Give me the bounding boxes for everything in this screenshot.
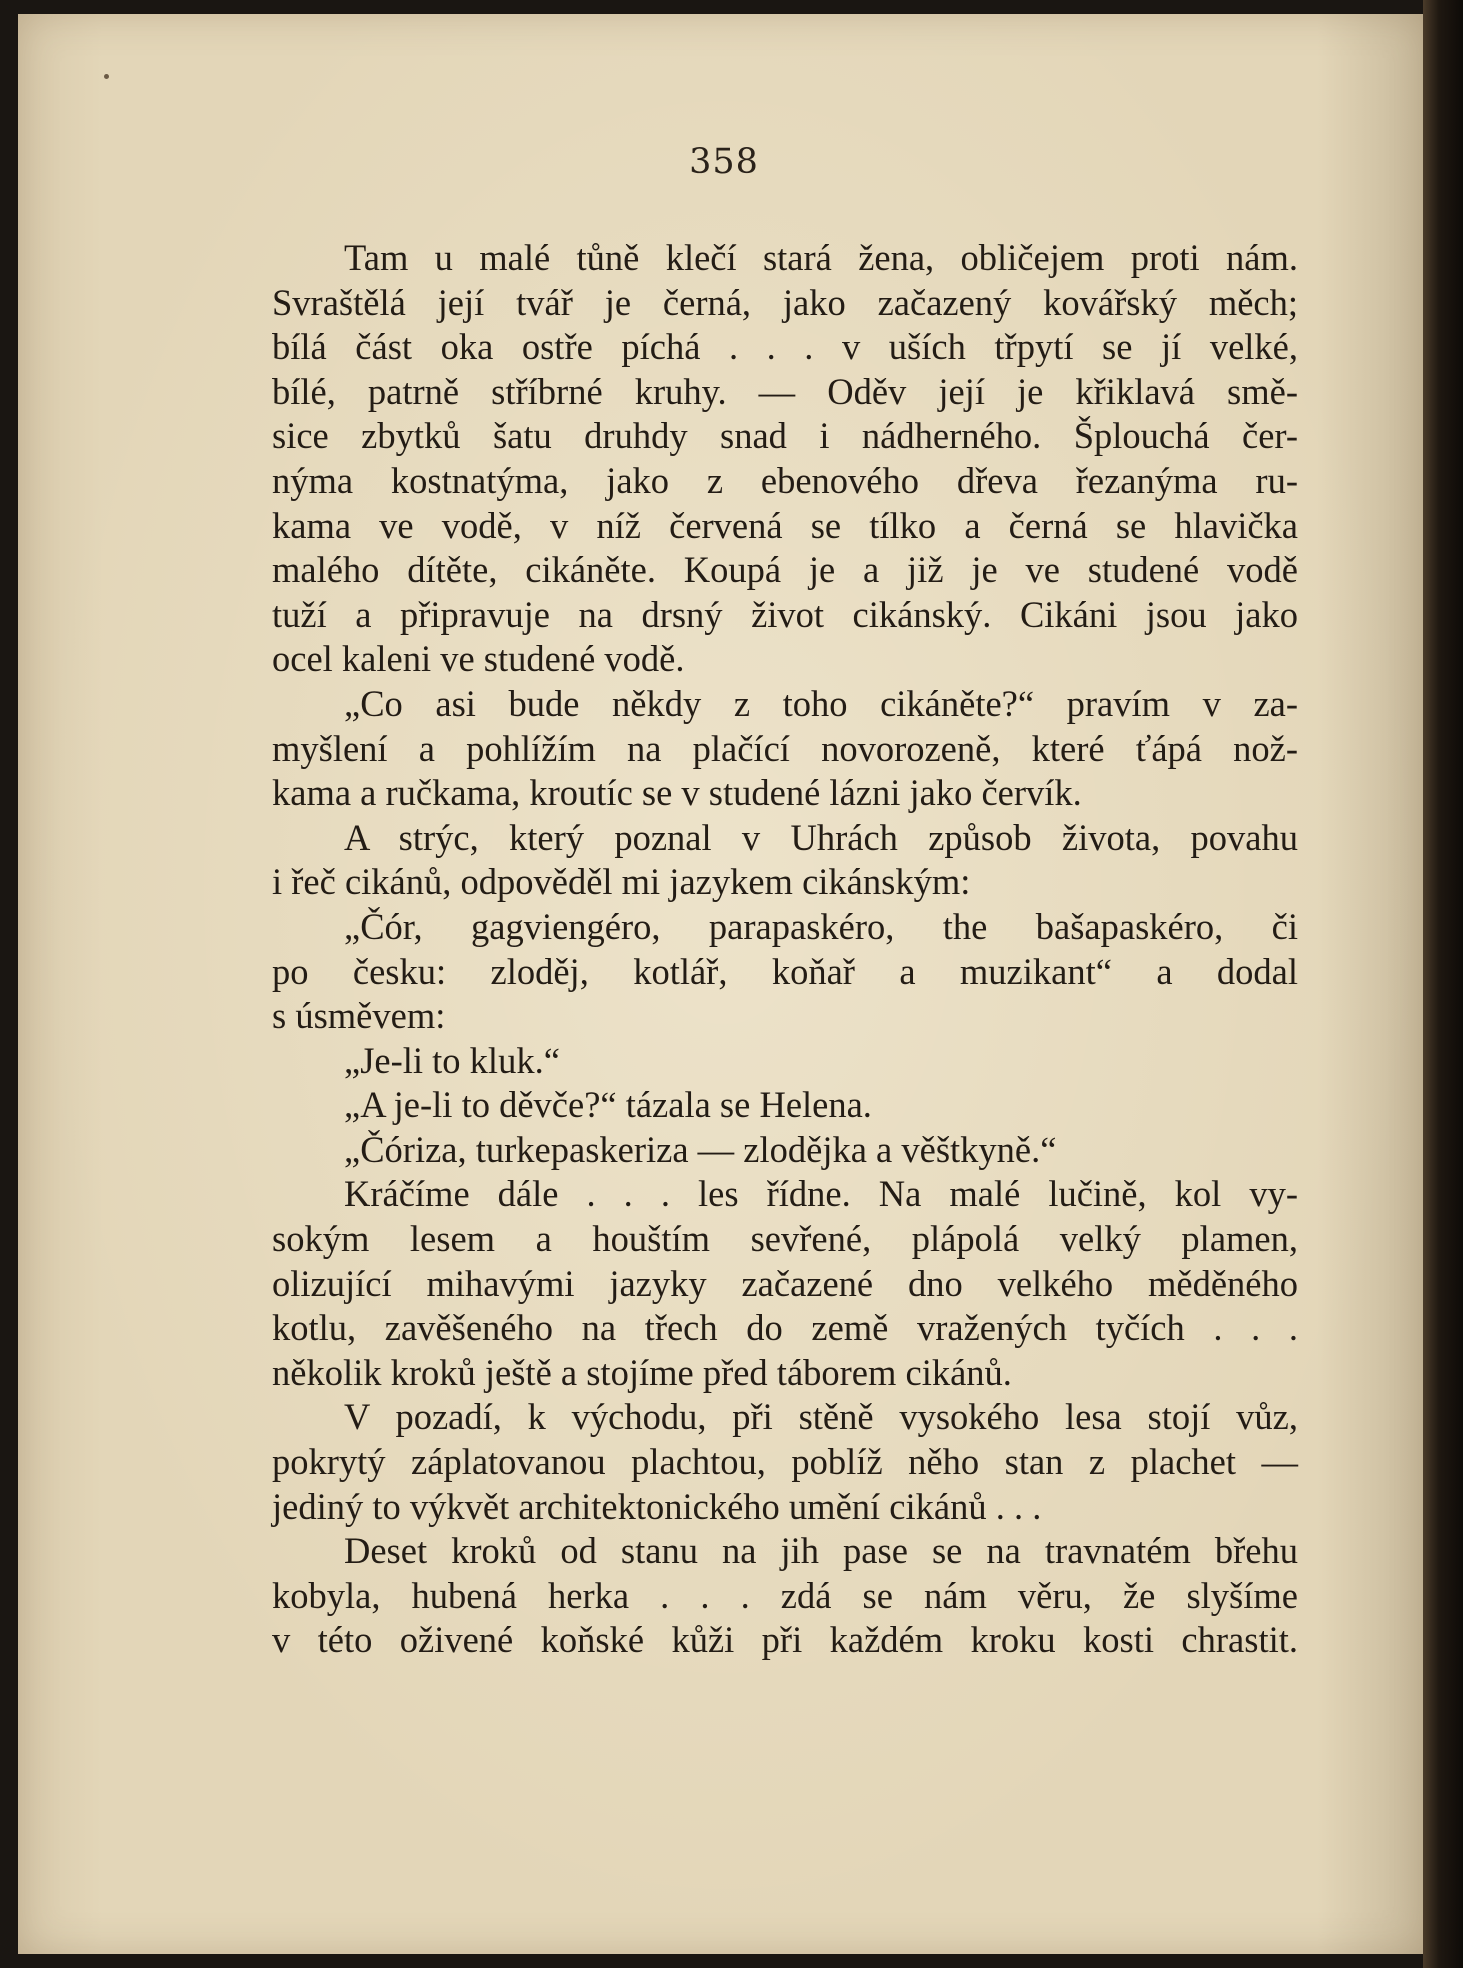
text-line: bílá část oka ostře píchá . . . v uších třpytí se jí velké, <box>272 326 1298 368</box>
text-line: Svraštělá její tvář je černá, jako začazený kovářský měch; <box>272 281 1298 323</box>
text-line: kobyla, hubená herka . . . zdá se nám věru, že slyšíme <box>272 1574 1298 1616</box>
text-line: jediný to výkvět architektonického umění cikánů . . . <box>272 1485 1042 1527</box>
text-line: několik kroků ještě a stojíme před táborem cikánů. <box>272 1351 1012 1393</box>
text-line: i řeč cikánů, odpověděl mi jazykem cikánským: <box>272 861 971 903</box>
text-line: sokým lesem a houštím sevřené, plápolá velký plamen, <box>272 1218 1298 1260</box>
text-line: „Je-li to kluk.“ <box>344 1039 560 1081</box>
body-text <box>272 236 1298 1663</box>
text-line: Tam u malé tůně klečí stará žena, obličejem proti nám. <box>344 237 1298 278</box>
text-line: pokrytý záplatovanou plachtou, poblíž něho stan z plachet — <box>272 1441 1298 1483</box>
text-line: s úsměvem: <box>272 995 446 1037</box>
book-spine-edge <box>1423 0 1463 1968</box>
book-page <box>18 14 1430 1954</box>
text-line: „Čór, gagviengéro, parapaskéro, the bašapaskéro, či <box>344 905 1298 947</box>
text-line: Kráčíme dále . . . les řídne. Na malé lučině, kol vy- <box>344 1173 1298 1215</box>
text-line: malého dítěte, cikáněte. Koupá je a již je ve studené vodě <box>272 549 1298 591</box>
text-line: V pozadí, k východu, při stěně vysokého lesa stojí vůz, <box>344 1396 1298 1438</box>
text-line: kama ve vodě, v níž červená se tílko a černá se hlavička <box>272 504 1298 546</box>
text-line: A strýc, který poznal v Uhrách způsob života, povahu <box>344 816 1298 858</box>
page-speck <box>104 74 109 79</box>
text-line: „Čóriza, turkepaskeriza — zlodějka a věštkyně.“ <box>344 1128 1057 1170</box>
text-line: „A je-li to děvče?“ tázala se Helena. <box>344 1084 872 1126</box>
text-line: myšlení a pohlížím na plačící novorozeně, které ťápá nož- <box>272 727 1298 769</box>
text-line: olizující mihavými jazyky začazené dno velkého měděného <box>272 1262 1298 1304</box>
text-line: tuží a připravuje na drsný život cikánský. Cikáni jsou jako <box>272 593 1298 635</box>
text-line: kotlu, zavěšeného na třech do země vražených tyčích . . . <box>272 1307 1298 1349</box>
page-number: 358 <box>689 142 759 182</box>
text-line: „Co asi bude někdy z toho cikáněte?“ pravím v za- <box>344 682 1298 724</box>
text-line: v této oživené koňské kůži při každém kroku kosti chrastit. <box>272 1619 1298 1661</box>
text-line: bílé, patrně stříbrné kruhy. — Oděv její je křiklavá smě- <box>272 370 1298 412</box>
text-line: nýma kostnatýma, jako z ebenového dřeva řezanýma ru- <box>272 459 1298 501</box>
text-line: kama a ručkama, kroutíc se v studené lázni jako červík. <box>272 772 1082 814</box>
text-line: po česku: zloděj, kotlář, koňař a muzikant“ a dodal <box>272 950 1298 992</box>
text-line: ocel kaleni ve studené vodě. <box>272 638 685 680</box>
text-line: Deset kroků od stanu na jih pase se na travnatém břehu <box>344 1530 1298 1572</box>
text-line: sice zbytků šatu druhdy snad i nádherného. Šplouchá čer- <box>272 415 1298 457</box>
